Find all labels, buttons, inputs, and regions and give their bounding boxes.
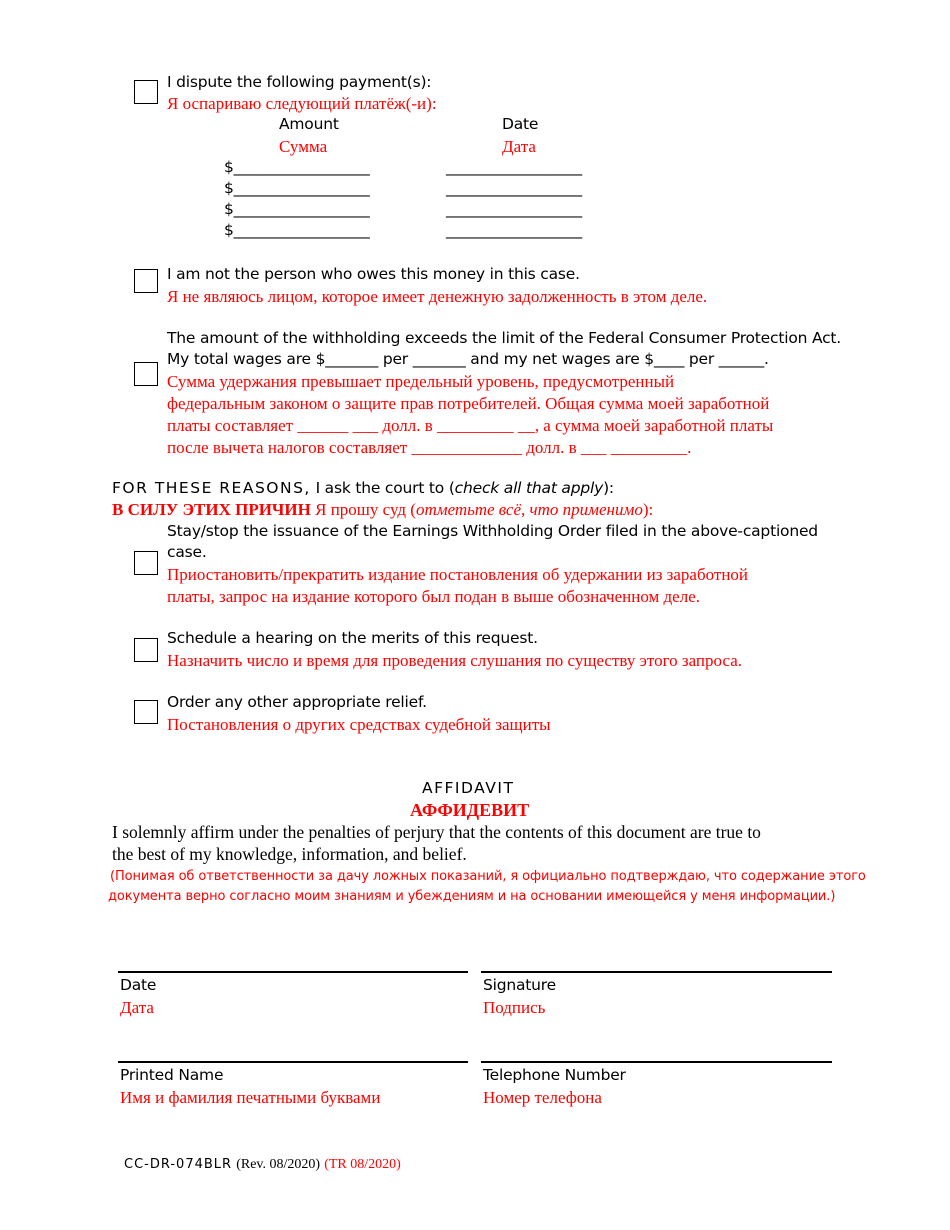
reasons-heading-caps: FOR THESE REASONS,: [112, 479, 311, 497]
form-id: CC-DR-074BLR: [124, 1157, 233, 1172]
other-label-ru: Постановления о других средствах судебной защиты: [167, 715, 551, 734]
date-label-en: Date: [120, 976, 157, 994]
stay-line1-ru: Приостановить/прекратить издание постановления об удержании из заработной: [167, 565, 749, 584]
schedule-hearing-checkbox[interactable]: [134, 638, 158, 662]
exceeds-line1-ru: Сумма удержания превышает предельный уровень, предусмотренный: [167, 372, 675, 391]
amount-field-3[interactable]: $__________________: [224, 200, 370, 218]
telephone-label-ru: Номер телефона: [483, 1088, 602, 1107]
reasons-heading-ru-bold: В СИЛУ ЭТИХ ПРИЧИН: [112, 500, 311, 519]
date-label-ru: Дата: [120, 998, 154, 1017]
other-label-en: Order any other appropriate relief.: [167, 693, 427, 711]
reasons-heading-ru-rest: Я прошу суд (: [310, 500, 416, 519]
stay-line2-ru: платы, запрос на издание которого был подан в выше обозначенном деле.: [167, 587, 700, 606]
date-field-1[interactable]: __________________: [446, 158, 582, 176]
date-field-3[interactable]: __________________: [446, 200, 582, 218]
date-header-ru: Дата: [502, 137, 536, 156]
signature-label-ru: Подпись: [483, 998, 546, 1017]
reasons-heading-close: ):: [603, 479, 614, 497]
reasons-heading-ru-italic: отметьте всё, что применимо: [415, 500, 643, 519]
not-person-label-en: I am not the person who owes this money in this case.: [167, 265, 580, 283]
reasons-heading-italic: check all that apply: [454, 479, 604, 497]
exceeds-limit-checkbox[interactable]: [134, 362, 158, 386]
amount-field-4[interactable]: $__________________: [224, 221, 370, 239]
exceeds-line2-en: My total wages are $_______ per _______ and my net wages are $____ per ______.: [167, 350, 769, 368]
exceeds-line3-ru: платы составляет ______ ___ долл. в _________ __, а сумма моей заработной платы: [167, 416, 774, 435]
hearing-label-en: Schedule a hearing on the merits of this request.: [167, 629, 538, 647]
hearing-label-ru: Назначить число и время для проведения слушания по существу этого запроса.: [167, 651, 742, 670]
date-field-4[interactable]: __________________: [446, 221, 582, 239]
reasons-heading-rest: I ask the court to (: [310, 479, 455, 497]
exceeds-line1-en: The amount of the withholding exceeds the limit of the Federal Consumer Protection Act.: [167, 329, 842, 347]
reasons-heading-en: [112, 478, 614, 499]
affidavit-line1-en: I solemnly affirm under the penalties of perjury that the contents of this document are true to: [112, 822, 761, 842]
amount-header-ru: Сумма: [279, 137, 328, 156]
printed-name-label-ru: Имя и фамилия печатными буквами: [120, 1088, 381, 1107]
not-person-label-ru: Я не являюсь лицом, которое имеет денежную задолженность в этом деле.: [167, 287, 708, 306]
signature-label-en: Signature: [483, 976, 556, 994]
printed-name-line[interactable]: [118, 1061, 468, 1063]
other-relief-checkbox[interactable]: [134, 700, 158, 724]
exceeds-line4-ru: после вычета налогов составляет _____________ долл. в ___ _________.: [167, 438, 692, 457]
reasons-heading-ru-close: ):: [642, 500, 654, 519]
form-footer: [124, 1155, 401, 1175]
not-person-checkbox[interactable]: [134, 269, 158, 293]
date-signature-line[interactable]: [118, 971, 468, 973]
date-header-en: Date: [502, 115, 539, 133]
translation-revision: (TR 08/2020): [324, 1157, 401, 1172]
stay-line1-en: Stay/stop the issuance of the Earnings Withholding Order filed in the above-captioned: [167, 522, 818, 540]
dispute-payments-checkbox[interactable]: [134, 80, 158, 104]
telephone-line[interactable]: [481, 1061, 832, 1063]
telephone-label-en: Telephone Number: [483, 1066, 626, 1084]
signature-line[interactable]: [481, 971, 832, 973]
affidavit-title-en: AFFIDAVIT: [422, 779, 515, 797]
affidavit-title-ru: АФФИДЕВИТ: [410, 800, 530, 820]
reasons-heading-ru: [112, 499, 653, 521]
dispute-label-en: I dispute the following payment(s):: [167, 73, 432, 91]
form-revision: (Rev. 08/2020): [236, 1157, 321, 1172]
dispute-label-ru: Я оспариваю следующий платёж(-и):: [167, 94, 437, 113]
stay-order-checkbox[interactable]: [134, 551, 158, 575]
printed-name-label-en: Printed Name: [120, 1066, 224, 1084]
exceeds-line2-ru: федеральным законом о защите прав потребителей. Общая сумма моей заработной: [167, 394, 770, 413]
amount-field-2[interactable]: $__________________: [224, 179, 370, 197]
affidavit-line1-ru: (Понимая об ответственности за дачу ложных показаний, я официально подтверждаю, что содержание этого: [110, 869, 866, 884]
stay-line2-en: case.: [167, 543, 207, 561]
amount-field-1[interactable]: $__________________: [224, 158, 370, 176]
affidavit-line2-ru: документа верно согласно моим знаниям и убеждениям и на основании имеющейся у меня информации.): [108, 889, 836, 904]
affidavit-line2-en: the best of my knowledge, information, and belief.: [112, 844, 467, 864]
date-field-2[interactable]: __________________: [446, 179, 582, 197]
amount-header-en: Amount: [279, 115, 339, 133]
